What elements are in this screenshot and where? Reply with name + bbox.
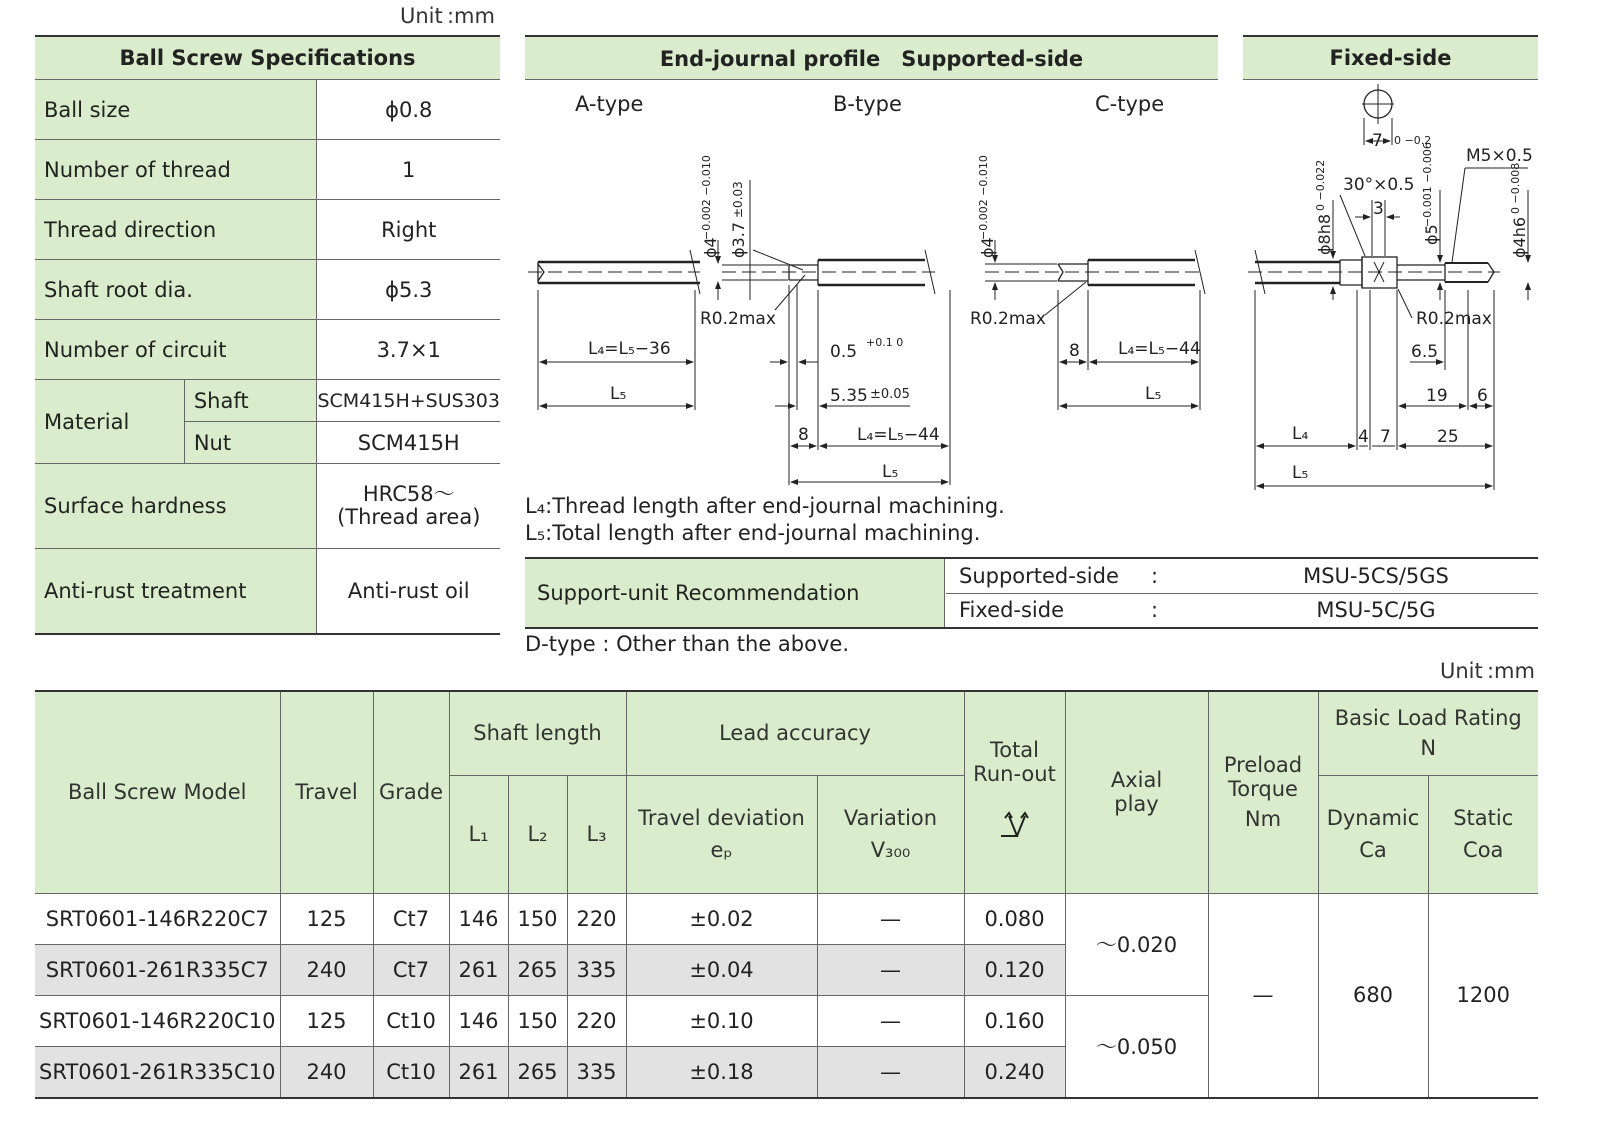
cell-l2: 265: [508, 944, 567, 995]
c-phi4-dim: [977, 155, 997, 258]
col-l2: L₂: [508, 775, 567, 893]
svg-text:ϕ3.7: ϕ3.7: [729, 222, 748, 258]
c-l4-label: L₄=L₅−44: [1118, 339, 1201, 359]
f-l5-label: L₅: [1292, 463, 1309, 483]
type-b-label: B-type: [833, 92, 902, 116]
cell-l1: 261: [449, 944, 508, 995]
cell-l2: 150: [508, 995, 567, 1046]
b-05-label: 0.5: [830, 342, 858, 362]
a-l5-label: L₅: [610, 384, 627, 404]
b-535-label: 5.35: [830, 386, 868, 406]
cell-deviation: ±0.04: [626, 944, 817, 995]
f-7-tol: 0 −0.2: [1394, 134, 1432, 147]
supported-side-label: Supported-side: [959, 564, 1119, 588]
surface-value-line1: HRC58～: [362, 482, 455, 506]
b-8-label: 8: [798, 425, 809, 445]
svg-text:−0.002 −0.010: −0.002 −0.010: [977, 155, 990, 240]
cell-travel: 125: [280, 893, 373, 944]
svg-text:−0.001 −0.006: −0.001 −0.006: [1421, 142, 1434, 227]
f-3-label: 3: [1373, 199, 1384, 219]
cell-l1: 146: [449, 995, 508, 1046]
material-nut-label: Nut: [184, 422, 317, 464]
c-8-label: 8: [1069, 341, 1080, 361]
end-journal-title: End-journal profile Supported-side: [525, 35, 1218, 80]
spec-value: Anti-rust oil: [347, 579, 470, 603]
unit-label-bottom: Unit :mm: [1440, 659, 1535, 683]
support-unit-label: Support-unit Recommendation: [525, 559, 945, 627]
surface-value-line2: (Thread area): [337, 505, 481, 529]
support-unit-box: [525, 557, 1538, 629]
svg-text:ϕ4: ϕ4: [701, 237, 720, 258]
spec-value: 1: [317, 140, 500, 200]
col-grade: Grade: [373, 691, 449, 893]
cell-runout: 0.240: [964, 1046, 1065, 1098]
unit-label-top: Unit :mm: [400, 4, 495, 28]
cell-axial-play: ～0.050: [1065, 995, 1208, 1098]
dynamic-symbol: Ca: [1359, 838, 1387, 862]
dynamic-label: Dynamic: [1326, 806, 1420, 830]
cell-variation: —: [817, 1046, 964, 1098]
col-static: [1428, 775, 1538, 893]
cell-l1: 146: [449, 893, 508, 944]
f-phi8-dim: [1314, 160, 1334, 255]
cell-grade: Ct7: [373, 944, 449, 995]
type-a-label: A-type: [575, 92, 644, 116]
col-travel: Travel: [280, 691, 373, 893]
svg-text:−0.002 −0.010: −0.002 −0.010: [700, 155, 713, 240]
preload-line1: Preload: [1223, 753, 1303, 778]
axial-line1: Axial: [1110, 768, 1163, 793]
support-unit-fixed-row: [946, 594, 1538, 627]
c-l5-label: L₅: [1145, 384, 1162, 404]
preload-unit: Nm: [1244, 807, 1282, 832]
cell-dynamic: 680: [1318, 893, 1428, 1098]
note-l4: L₄:Thread length after end-journal machining.: [525, 494, 1005, 518]
fixed-colon: :: [1151, 598, 1159, 622]
col-dynamic: [1318, 775, 1428, 893]
material-shaft-value: SCM415H+SUS303: [317, 380, 500, 422]
cell-model: SRT0601-261R335C10: [35, 1046, 280, 1098]
f-30-label: 30°×0.5: [1343, 175, 1415, 195]
f-65-label: 6.5: [1411, 342, 1439, 362]
f-phi5-dim: [1421, 142, 1441, 245]
cell-variation: —: [817, 893, 964, 944]
col-shaft-length: Shaft length: [449, 691, 626, 775]
cell-preload: —: [1208, 893, 1318, 1098]
fixed-side-label: Fixed-side: [959, 598, 1065, 622]
spec-value: ϕ5.3: [317, 260, 500, 320]
spec-label: Thread direction: [35, 200, 317, 260]
f-phi4h6-dim: [1509, 163, 1529, 258]
col-axial-play: [1065, 691, 1208, 893]
cell-runout: 0.080: [964, 893, 1065, 944]
svg-text:ϕ5: ϕ5: [1422, 224, 1441, 245]
cell-model: SRT0601-146R220C7: [35, 893, 280, 944]
svg-text:0 −0.022: 0 −0.022: [1314, 159, 1327, 211]
preload-line2: Torque: [1228, 777, 1298, 802]
static-symbol: Coa: [1463, 838, 1504, 862]
cell-l3: 220: [567, 995, 626, 1046]
cell-travel: 240: [280, 1046, 373, 1098]
cell-travel: 240: [280, 944, 373, 995]
col-l3: L₃: [567, 775, 626, 893]
fixed-side-title: Fixed-side: [1243, 35, 1538, 80]
runout-line2: Run-out: [973, 761, 1056, 786]
cell-l3: 335: [567, 1046, 626, 1098]
basic-load-unit: N: [1420, 736, 1437, 761]
col-model: Ball Screw Model: [35, 691, 280, 893]
dtype-note: D-type : Other than the above.: [525, 632, 849, 656]
b-l4-label: L₄=L₅−44: [857, 425, 940, 445]
runout-line1: Total: [989, 737, 1040, 762]
f-4-label: 4: [1358, 427, 1369, 447]
b-l5-label: L₅: [882, 462, 899, 482]
cell-deviation: ±0.02: [626, 893, 817, 944]
cell-grade: Ct7: [373, 893, 449, 944]
svg-text:±0.03: ±0.03: [731, 181, 745, 218]
support-unit-supported-row: [946, 559, 1538, 594]
f-r02-label: R0.2max: [1416, 309, 1492, 329]
spec-label: Anti-rust treatment: [35, 549, 317, 635]
supported-colon: :: [1151, 564, 1159, 588]
cell-variation: —: [817, 944, 964, 995]
svg-text:ϕ4: ϕ4: [978, 237, 997, 258]
col-preload: [1208, 691, 1318, 893]
axial-line2: play: [1114, 792, 1159, 817]
b-535-tol: ±0.05: [870, 387, 910, 402]
spec-label: Surface hardness: [35, 464, 317, 549]
cell-l3: 335: [567, 944, 626, 995]
variation-label: Variation: [843, 806, 938, 830]
total-runout-icon: [995, 808, 1035, 842]
f-m5-label: M5×0.5: [1466, 146, 1533, 166]
f-7-label: 7: [1372, 131, 1383, 151]
specs-title: Ball Screw Specifications: [35, 35, 500, 80]
f-l4-label: L₄: [1292, 424, 1309, 444]
cell-model: SRT0601-261R335C7: [35, 944, 280, 995]
cell-l3: 220: [567, 893, 626, 944]
basic-load-line1: Basic Load Rating: [1334, 706, 1522, 731]
type-c-label: C-type: [1095, 92, 1165, 116]
cell-static: 1200: [1428, 893, 1538, 1098]
svg-text:0 −0.008: 0 −0.008: [1509, 162, 1522, 214]
col-variation: [817, 775, 964, 893]
spec-label: Number of thread: [35, 140, 317, 200]
svg-text:ϕ4h6: ϕ4h6: [1510, 216, 1529, 258]
col-l1: L₁: [449, 775, 508, 893]
spec-value: ϕ0.8: [317, 80, 500, 140]
cell-deviation: ±0.18: [626, 1046, 817, 1098]
cell-grade: Ct10: [373, 1046, 449, 1098]
b-phi37-dim: [729, 181, 748, 258]
variation-symbol: V₃₀₀: [870, 838, 911, 862]
b-phi4-dim: [700, 155, 720, 258]
cell-axial-play: ～0.020: [1065, 893, 1208, 995]
spec-label: Number of circuit: [35, 320, 317, 380]
spec-row-antirust: [35, 549, 500, 635]
col-basic-load: [1318, 691, 1538, 775]
cell-model: SRT0601-146R220C10: [35, 995, 280, 1046]
b-05-tol: +0.1 0: [866, 336, 904, 349]
svg-text:ϕ8h8: ϕ8h8: [1315, 213, 1334, 255]
spec-label: Shaft root dia.: [35, 260, 317, 320]
f-6-label: 6: [1477, 386, 1488, 406]
spec-label: Ball size: [35, 80, 317, 140]
cell-l2: 150: [508, 893, 567, 944]
spec-value: Right: [317, 200, 500, 260]
material-shaft-label: Shaft: [184, 380, 317, 422]
supported-side-value: MSU-5CS/5GS: [1303, 564, 1449, 588]
note-l5: L₅:Total length after end-journal machining.: [525, 521, 981, 545]
table-row: [35, 893, 1538, 944]
cell-runout: 0.160: [964, 995, 1065, 1046]
col-lead-accuracy: Lead accuracy: [626, 691, 964, 775]
travel-dev-label: Travel deviation: [638, 806, 805, 830]
material-nut-value: SCM415H: [317, 422, 500, 464]
col-travel-deviation: [626, 775, 817, 893]
main-table: [35, 690, 1538, 1099]
material-label: Material: [35, 380, 184, 464]
cell-variation: —: [817, 995, 964, 1046]
cell-grade: Ct10: [373, 995, 449, 1046]
f-19-label: 19: [1426, 386, 1448, 406]
static-label: Static: [1453, 806, 1514, 830]
col-runout: [964, 691, 1065, 893]
end-journal-drawing: [0, 0, 1600, 560]
travel-dev-symbol: eₚ: [710, 838, 733, 862]
f-25-label: 25: [1437, 427, 1459, 447]
b-r02-label: R0.2max: [700, 309, 776, 329]
spec-value: 3.7×1: [317, 320, 500, 380]
a-l4-label: L₄=L₅−36: [588, 339, 671, 359]
cell-travel: 125: [280, 995, 373, 1046]
cell-l2: 265: [508, 1046, 567, 1098]
f-7b-label: 7: [1380, 427, 1391, 447]
cell-deviation: ±0.10: [626, 995, 817, 1046]
fixed-side-value: MSU-5C/5G: [1316, 598, 1436, 622]
cell-runout: 0.120: [964, 944, 1065, 995]
c-r02-label: R0.2max: [970, 309, 1046, 329]
cell-l1: 261: [449, 1046, 508, 1098]
